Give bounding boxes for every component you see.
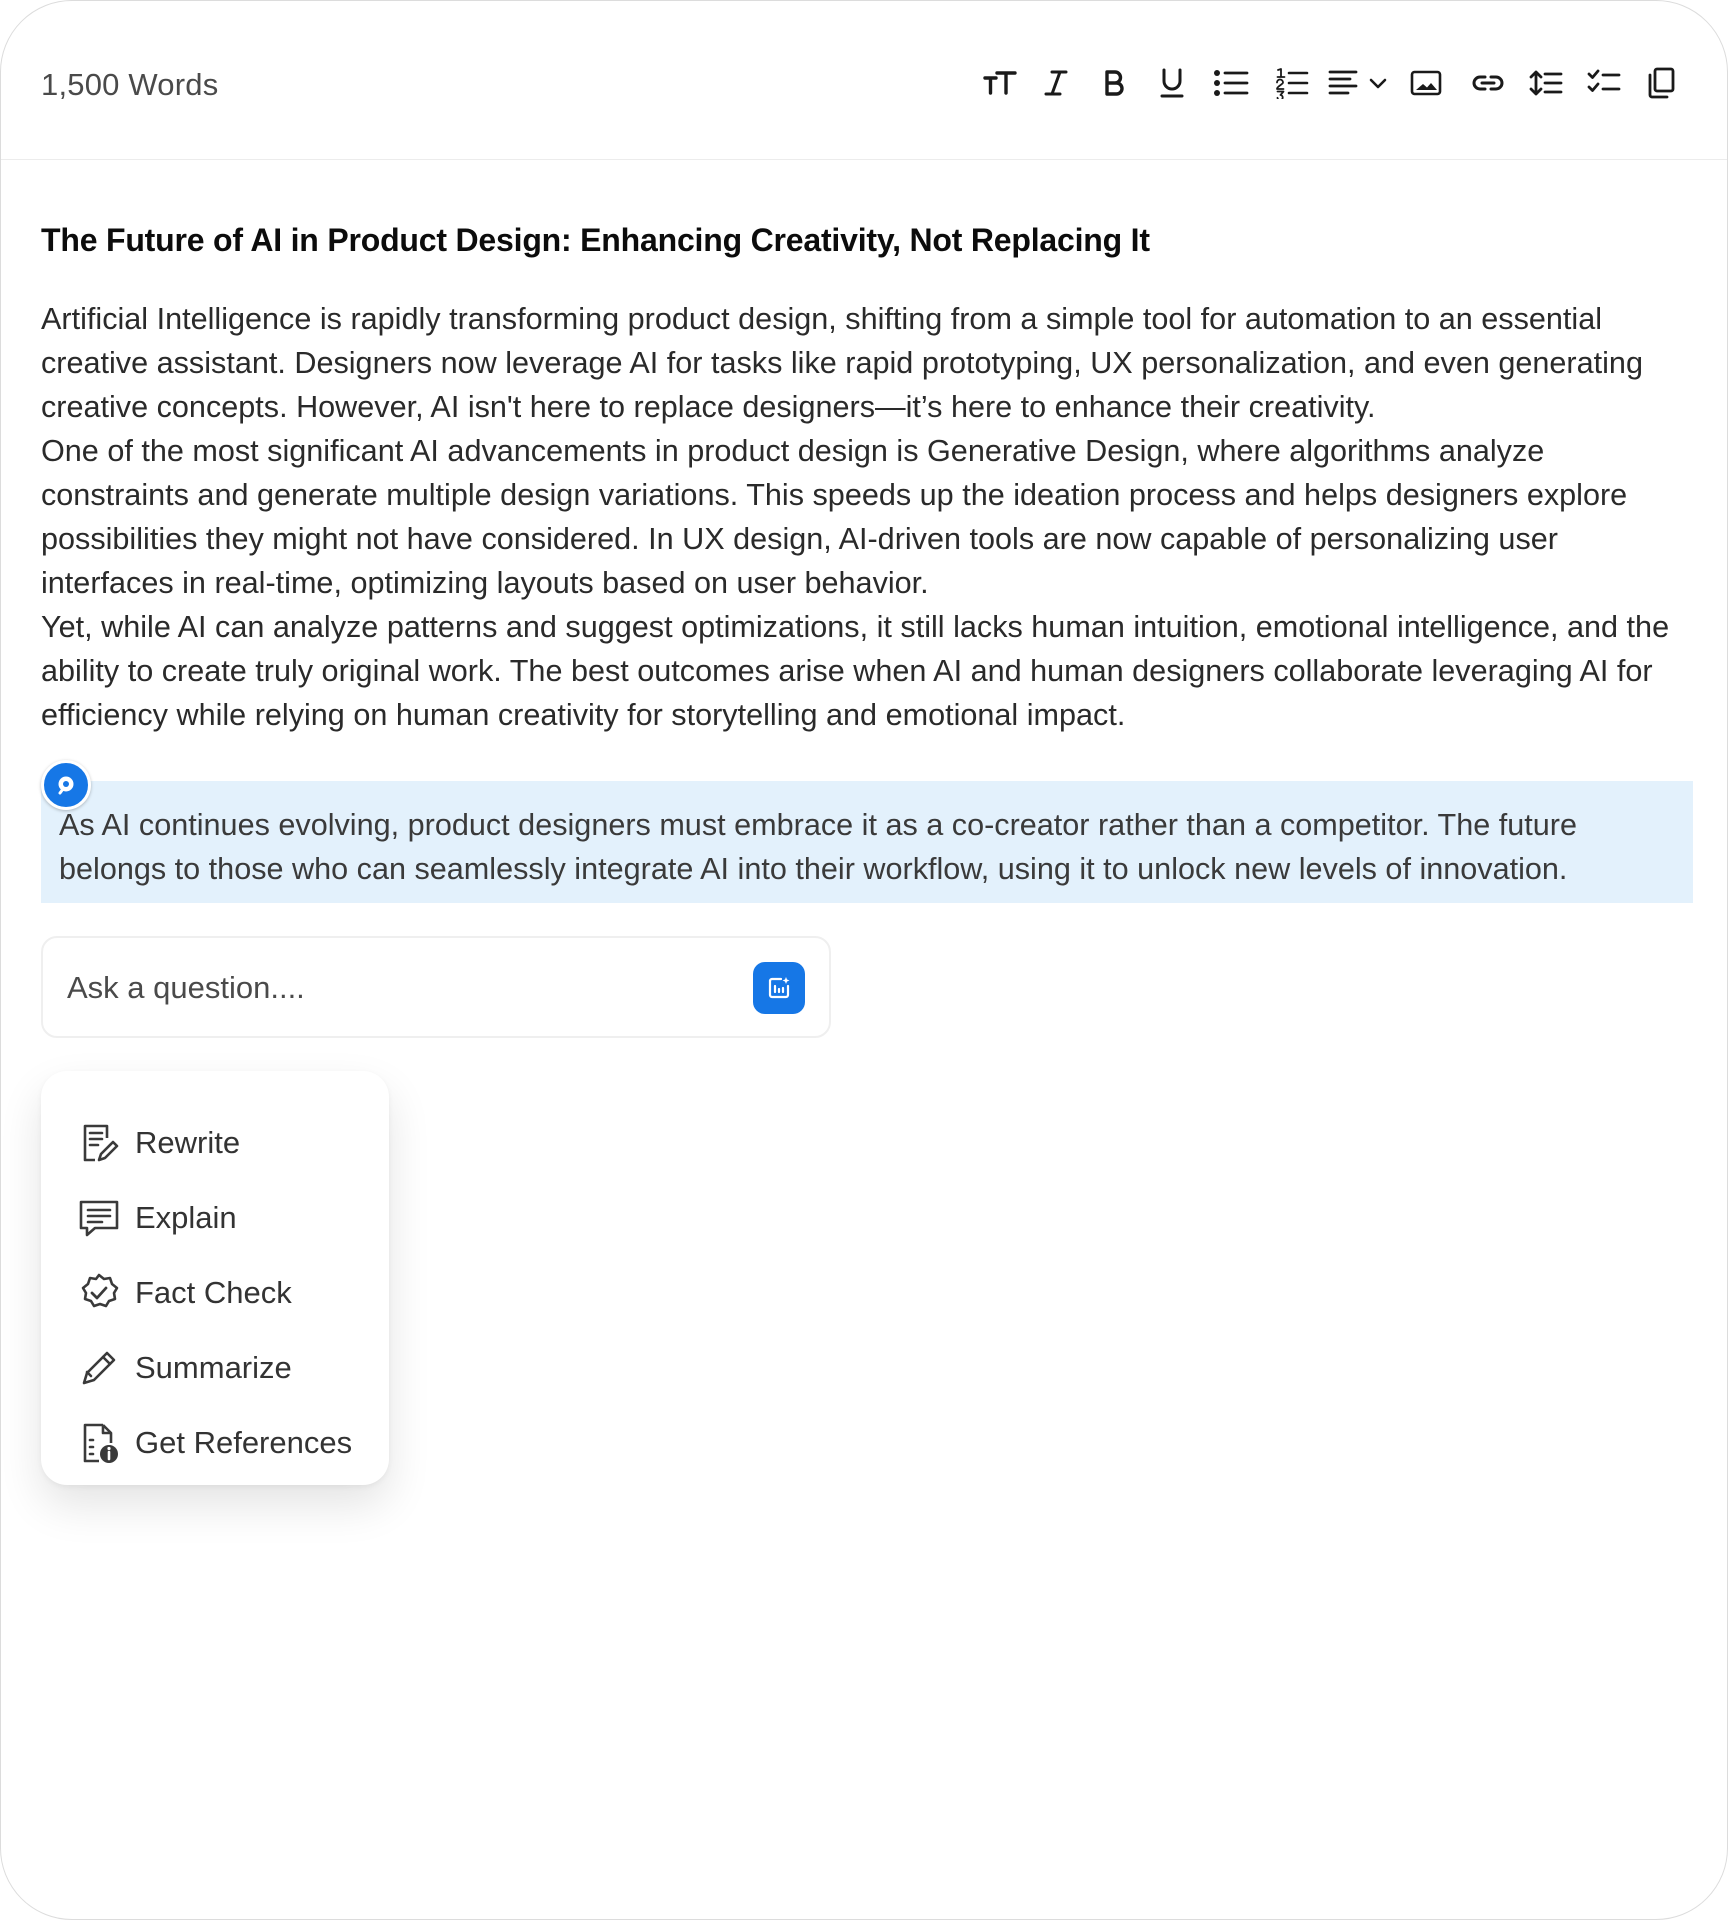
paragraph: One of the most significant AI advancements in product design is Generative Design, where algorithms analyze constraints and generate multiple design variations. This speeds up the ideation process and helps designers explore possibilities they might not have considered. In UX design, AI-driven tools are now capable of personalizing user interfaces in real-time, optimizing layouts based on user behavior. bbox=[41, 434, 1628, 600]
paragraph: Yet, while AI can analyze patterns and suggest optimizations, it still lacks human intuition, emotional intelligence, and the ability to create truly original work. The best outcomes arise when AI and human designers collaborate leveraging AI for efficiency while relying on human creativity for storytelling and emotional impact. bbox=[41, 610, 1670, 732]
underline-icon[interactable] bbox=[1143, 63, 1201, 103]
menu-item-label: Summarize bbox=[135, 1349, 292, 1385]
document-body[interactable] bbox=[41, 297, 1691, 737]
ask-question-box bbox=[41, 936, 831, 1038]
paragraph: Artificial Intelligence is rapidly transforming product design, shifting from a simple tool for automation to an essential creative assistant. Designers now leverage AI for tasks like rapid prototyping, UX personalization, and even generating creative concepts. However, AI isn't here to replace designers—it’s here to enhance their creativity. bbox=[41, 302, 1643, 424]
rewrite-icon bbox=[77, 1121, 121, 1165]
align-left-icon[interactable] bbox=[1323, 63, 1363, 103]
italic-icon[interactable] bbox=[1027, 63, 1085, 103]
menu-item-summarize[interactable] bbox=[41, 1330, 389, 1405]
text-size-icon[interactable] bbox=[973, 63, 1027, 103]
document-title: The Future of AI in Product Design: Enhancing Creativity, Not Replacing It bbox=[41, 222, 1150, 258]
word-count: 1,500 Words bbox=[41, 67, 219, 102]
bullet-list-icon[interactable] bbox=[1201, 63, 1261, 103]
document bbox=[41, 215, 1691, 737]
ask-submit-button[interactable] bbox=[753, 962, 805, 1014]
references-icon bbox=[77, 1421, 121, 1465]
copy-icon[interactable] bbox=[1633, 63, 1689, 103]
checklist-icon[interactable] bbox=[1575, 63, 1633, 103]
formatting-tools bbox=[973, 63, 1689, 103]
chevron-down-icon[interactable] bbox=[1363, 63, 1393, 103]
menu-item-explain[interactable] bbox=[41, 1180, 389, 1255]
toolbar bbox=[1, 1, 1727, 160]
ai-generate-icon bbox=[766, 975, 792, 1001]
menu-item-get-references[interactable] bbox=[41, 1405, 389, 1480]
ask-question-input[interactable] bbox=[67, 966, 707, 1010]
link-icon[interactable] bbox=[1459, 63, 1517, 103]
bold-icon[interactable] bbox=[1085, 63, 1143, 103]
numbered-list-icon[interactable] bbox=[1261, 63, 1323, 103]
menu-item-label: Rewrite bbox=[135, 1124, 241, 1160]
menu-item-fact-check[interactable] bbox=[41, 1255, 389, 1330]
fact-check-icon bbox=[77, 1271, 121, 1315]
menu-item-rewrite[interactable] bbox=[41, 1105, 389, 1180]
explain-icon bbox=[77, 1196, 121, 1240]
line-height-icon[interactable] bbox=[1517, 63, 1575, 103]
ai-assistant-badge[interactable] bbox=[41, 760, 91, 810]
menu-item-label: Fact Check bbox=[135, 1274, 292, 1310]
image-icon[interactable] bbox=[1393, 63, 1459, 103]
ai-assistant-icon bbox=[54, 773, 78, 797]
menu-item-label: Get References bbox=[135, 1424, 353, 1460]
ai-actions-menu bbox=[41, 1071, 389, 1485]
selected-text-highlight[interactable]: As AI continues evolving, product designers must embrace it as a co-creator rather than a competitor. The future belongs to those who can seamlessly integrate AI into their workflow, using it to unlock new levels of innovation. bbox=[41, 781, 1693, 903]
menu-item-label: Explain bbox=[135, 1199, 237, 1235]
summarize-icon bbox=[77, 1346, 121, 1390]
